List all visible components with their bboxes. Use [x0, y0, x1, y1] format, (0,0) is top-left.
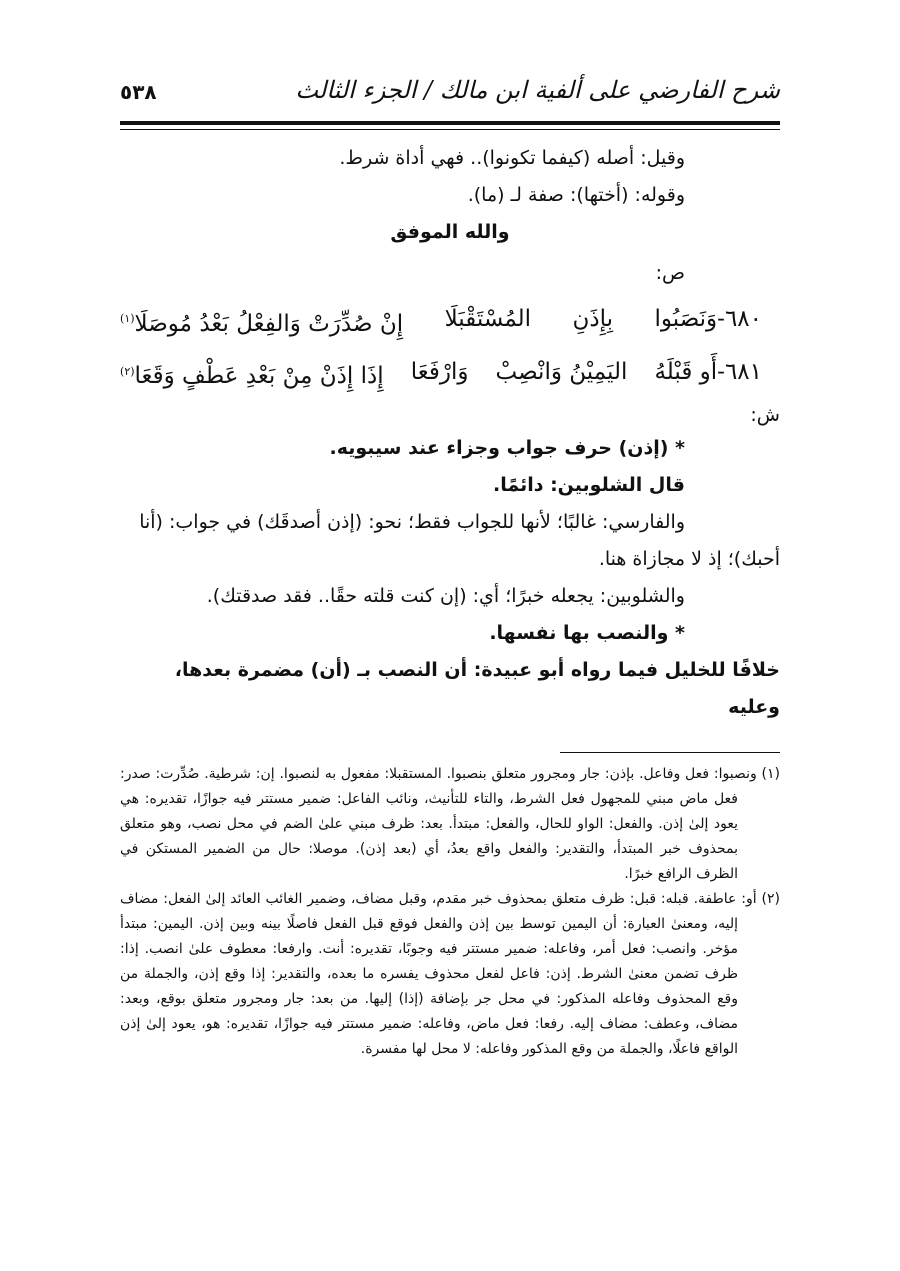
footnote: [120, 762, 780, 887]
footnote-text: ونصبوا: فعل وفاعل. بإذن: جار ومجرور متعلق بنصبوا. المستقبلا: مفعول به لنصبوا. إن: شرطية. صُدِّرت: صدر: فعل ماض مبني للمجهول فعل الشرط، والتاء للتأنيث، ونائب الفاعل: ضمير مستتر فيه جوازًا، تقديره: هي يعود إلىٰ إذن. والفعل: الواو للحال، والفعل: مبتدأ. بعد: ظرف مبني علىٰ الضم في محل نصب، وهو متعلق بمحذوف خبر المبتدأ، والتقدير: والفعل واقع بعدُ، أي (بعد إذن). موصلا: حال من الضمير المستكن في الظرف الرافع خبرًا.: [120, 766, 757, 882]
verse-681: ٦٨١-أَو قَبْلَهُ اليَمِيْنُ وَانْصِبْ وَارْفَعَا إِذَا إِذَنْ مِنْ بَعْدِ عَطْفٍ وَقَعَا$^{(٢)}$: [120, 348, 780, 401]
footnote-ref: (٢): [120, 364, 135, 378]
header-rule-thick: [120, 121, 780, 125]
header-rule-thin: [120, 129, 780, 130]
main-text: [120, 140, 780, 726]
text-line: والفارسي: غالبًا؛ لأنها للجواب فقط؛ نحو: (إذن أصدقَك) في جواب: (أنا: [139, 511, 685, 534]
text-line: أحبك)؛ إذ لا مجازاة هنا.: [598, 548, 780, 571]
text-line: وقوله: (أختها): صفة لـ (ما).: [467, 184, 685, 206]
verse-hemistich: إِذَا إِذَنْ مِنْ بَعْدِ عَطْفٍ وَقَعَا: [134, 363, 384, 390]
verse-number: ٦٨١: [724, 358, 762, 385]
section-closing: والله الموفق: [390, 221, 510, 243]
verse-word: وَارْفَعَا: [410, 358, 469, 385]
verse-word: المُسْتَقْبَلَا: [444, 306, 532, 332]
page-header: [120, 70, 780, 118]
verse-word: وَنَصَبُوا: [654, 306, 718, 332]
verse-number: ٦٨٠: [724, 306, 762, 332]
text-line: * (إذن) حرف جواب وجزاء عند سيبويه.: [329, 437, 685, 460]
footnote-separator: [560, 752, 780, 753]
page-number: ٥٣٨: [120, 80, 157, 104]
verse-hemistich: إِنْ صُدِّرَتْ وَالفِعْلُ بَعْدُ مُوصَلَا: [134, 310, 404, 337]
footnote-mark: (١): [761, 766, 781, 782]
verse-680: ٦٨٠-وَنَصَبُوا بِإِذَنِ المُسْتَقْبَلَا إِنْ صُدِّرَتْ وَالفِعْلُ بَعْدُ مُوصَلَا$^{(١)}$: [120, 295, 780, 348]
footnote-mark: (٢): [761, 891, 780, 907]
running-title: شرح الفارضي على ألفية ابن مالك / الجزء الثالث: [295, 76, 780, 104]
footnotes: [120, 762, 780, 1062]
text-line: [120, 467, 780, 504]
footnote-ref: (١): [120, 312, 135, 325]
text-line: قال الشلوبين: دائمًا.: [492, 474, 685, 497]
sad-marker: ص:: [655, 262, 685, 284]
sheen-marker: ش:: [750, 404, 780, 427]
text-line: وقيل: أصله (كيفما تكونوا).. فهي أداة شرط.: [339, 147, 685, 169]
verse-word: اليَمِيْنُ وَانْصِبْ: [495, 358, 628, 385]
verse-word: بِإِذَنِ: [572, 306, 614, 332]
text-line: خلافًا للخليل فيما رواه أبو عبيدة: أن النصب بـ (أن) مضمرة بعدها، وعليه: [174, 659, 780, 719]
footnote: [120, 887, 780, 1062]
verse-word: أَو قَبْلَهُ: [654, 358, 718, 385]
text-line: * والنصب بها نفسها.: [489, 622, 685, 645]
text-line: والشلوبين: يجعله خبرًا؛ أي: (إن كنت قلته حقًا.. فقد صدقتك).: [206, 585, 685, 608]
footnote-text: أو: عاطفة. قبله: قبل: ظرف متعلق بمحذوف خبر مقدم، وقبل مضاف، وضمير الغائب العائد إلىٰ الفعل: مضاف إليه، ومعنىٰ العبارة: أن اليمين توسط بين إذن والفعل فوقع قبل الفعل فاصلًا بينه وبين إذن. اليمين: مبتدأ مؤخر. وانصب: فعل أمر، وفاعله: ضمير مستتر فيه وجوبًا، تقديره: أنت. وارفعا: معطوف علىٰ انصب. إذا: ظرف تضمن معنىٰ الشرط. إذن: فاعل لفعل محذوف يفسره ما بعده، والتقدير: إذا وقع إذن، والجملة من وقع المحذوف وفاعله المذكور: في محل جر بإضافة (إذا) إليها. من بعد: جار ومجرور متعلق بوقع، وبعد: مضاف، وعطف: مضاف إليه. رفعا: فعل ماض، وفاعله: ضمير مستتر فيه جوازًا، تقديره: هو، يعود إلىٰ إذن الواقع فاعلًا، والجملة من وقع المذكور وفاعله: لا محل لها مفسرة.: [120, 891, 757, 1057]
